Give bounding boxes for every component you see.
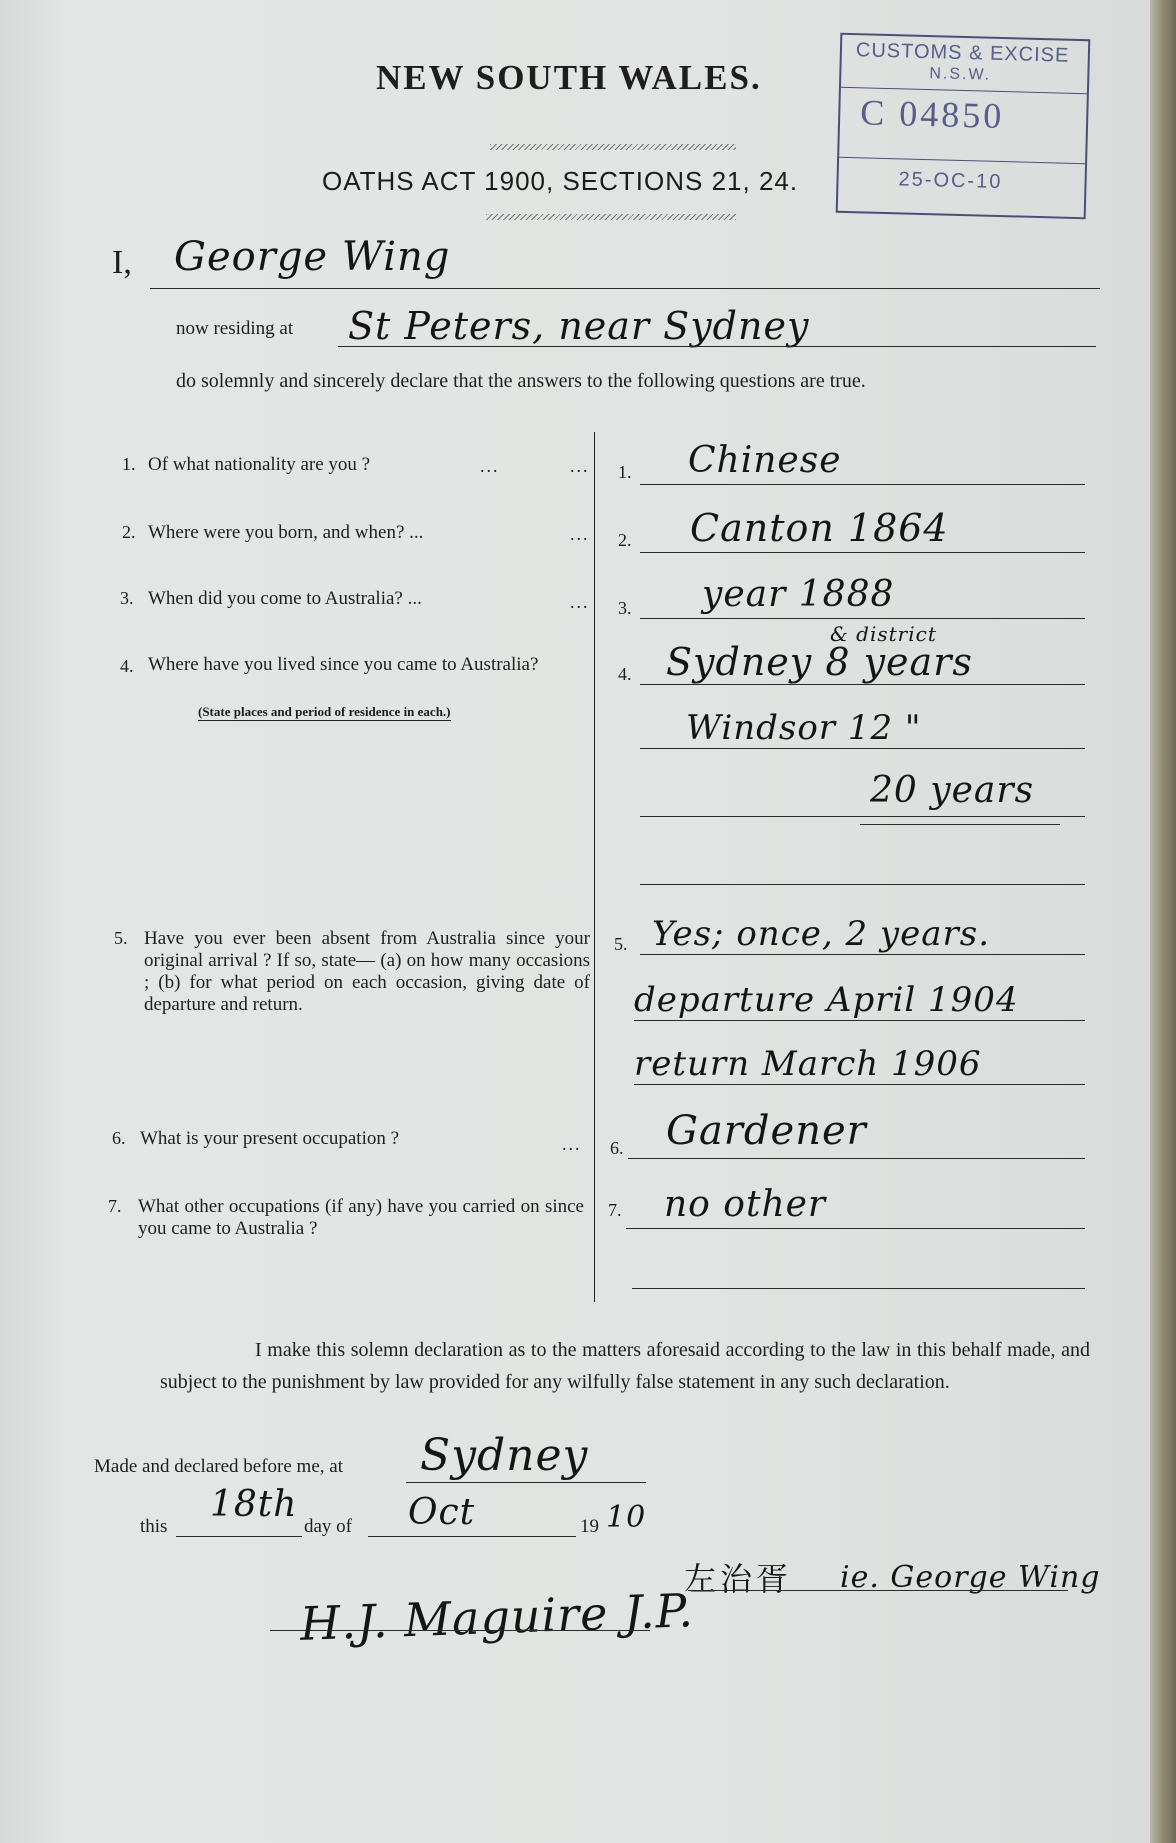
answer-6: Gardener [666, 1108, 867, 1154]
residing-label: now residing at [176, 318, 294, 339]
justice-signature: H.J. Maguire J.P. [299, 1583, 695, 1651]
answer-5-line-2: departure April 1904 [634, 980, 1019, 1020]
document-title: NEW SOUTH WALES. [376, 58, 762, 97]
question-5: Have you ever been absent from Australia since your original arrival ? If so, state— (a) on how many occasions ; (b) for what period on each occasion, giving date of departure and return. [144, 928, 590, 1015]
stamp-state: N.S.W. [929, 65, 992, 84]
question-1: Of what nationality are you ? [148, 454, 371, 475]
question-4: Where have you lived since you came to Australia? [148, 654, 539, 675]
title-divider [490, 144, 736, 150]
question-4-note: (State places and period of residence in each.) [198, 704, 451, 719]
declared-month: Oct [408, 1492, 476, 1533]
year-suffix: 10 [606, 1500, 647, 1535]
answer-3: year 1888 [702, 574, 895, 615]
answer-5-line-3: return March 1906 [634, 1044, 982, 1084]
made-declared-label: Made and declared before me, at [94, 1456, 343, 1477]
residence: St Peters, near Sydney [348, 304, 810, 348]
question-7: What other occupations (if any) have you carried on since you came to Australia ? [138, 1196, 584, 1239]
act-reference: OATHS ACT 1900, SECTIONS 21, 24. [322, 166, 799, 196]
declarant-prefix: I, [112, 244, 132, 281]
stamp-date: 25-OC-10 [898, 168, 1003, 194]
declared-place: Sydney [420, 1430, 589, 1481]
declarant-chinese-signature: 左治胥 [684, 1560, 793, 1598]
declaration-statement: do solemnly and sincerely declare that the answers to the following questions are true. [176, 370, 866, 392]
question-6: What is your present occupation ? [140, 1128, 400, 1149]
column-divider [594, 432, 595, 1302]
question-2: Where were you born, and when? ... [148, 522, 424, 543]
answer-7: no other [664, 1184, 827, 1225]
declared-day: 18th [210, 1484, 298, 1525]
answer-2: Canton 1864 [690, 506, 949, 550]
year-prefix: 19 [580, 1516, 599, 1537]
paper-edge [1150, 0, 1176, 1843]
act-divider [486, 214, 736, 220]
answer-4-line-2: Windsor 12 " [686, 708, 922, 748]
answer-4: Sydney 8 years [666, 640, 973, 684]
answer-5: Yes; once, 2 years. [652, 914, 991, 954]
answer-4-line-3: 20 years [870, 770, 1035, 811]
answer-1: Chinese [688, 440, 842, 481]
question-3: When did you come to Australia? ... [148, 588, 422, 609]
customs-stamp [836, 33, 1091, 219]
answer-4-insert: & district [830, 622, 937, 646]
declarant-latin-signature: ie. George Wing [840, 1560, 1101, 1595]
this-label: this [140, 1516, 168, 1537]
day-of-label: day of [304, 1516, 353, 1537]
solemn-declaration: I make this solemn declaration as to the matters aforesaid according to the law in this behalf made, and subject to the punishment by law provided for any wilfully false statement in any such declaration. [160, 1339, 1090, 1393]
stamp-number: C 04850 [859, 92, 1005, 137]
stamp-agency: CUSTOMS & EXCISE [855, 39, 1070, 67]
declarant-name: George Wing [174, 234, 451, 280]
